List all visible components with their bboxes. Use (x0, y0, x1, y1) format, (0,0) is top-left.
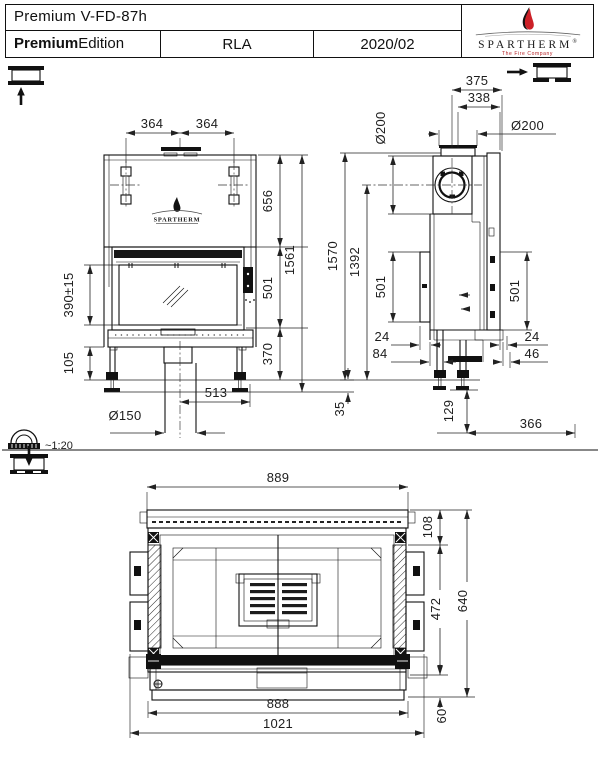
glass-reflection (163, 286, 188, 307)
dim-640: 640 (455, 589, 470, 613)
corner-screws (148, 532, 406, 659)
dim-501-front: 501 (260, 276, 275, 300)
dim-338: 338 (467, 90, 491, 105)
dim-dia200-h: Ø200 (511, 118, 545, 133)
scale-indicator (8, 430, 73, 452)
mount-bracket-left (110, 161, 142, 209)
dim-129: 129 (441, 399, 456, 423)
dim-501-side-right: 501 (507, 279, 522, 303)
brand-tagline: The Fire Company (501, 51, 553, 57)
dim-24-right: 24 (524, 329, 540, 344)
dim-24-left: 24 (374, 329, 390, 344)
dim-513: 513 (204, 385, 228, 400)
section-arrow-right-icon (507, 63, 571, 82)
dim-390: 390±15 (61, 272, 76, 318)
dim-dia200-v: Ø200 (373, 111, 388, 145)
dim-366: 366 (519, 416, 543, 431)
dim-364-right: 364 (195, 116, 219, 131)
leg-left (104, 347, 120, 392)
dim-375: 375 (465, 73, 489, 88)
section-arrow-up-icon (8, 66, 44, 105)
dim-105: 105 (61, 351, 76, 375)
dim-108: 108 (420, 515, 435, 539)
top-view (129, 470, 475, 738)
post-left (148, 545, 161, 648)
unit-brand-text: SPARTHERM (153, 216, 201, 224)
post-right (393, 545, 406, 648)
dim-501-side-left: 501 (373, 275, 388, 299)
glass-front-bar (152, 655, 404, 665)
model-title: Premium V-FD-87h (6, 5, 462, 31)
dim-472: 472 (428, 597, 443, 621)
dim-35: 35 (332, 401, 347, 417)
dim-370: 370 (260, 342, 275, 366)
dim-889: 889 (266, 470, 290, 485)
dim-364-left: 364 (140, 116, 164, 131)
door-latch (243, 267, 253, 293)
mount-bracket-right (218, 161, 250, 209)
edition-cell: PremiumEdition (6, 31, 161, 57)
dim-656: 656 (260, 189, 275, 213)
dim-60: 60 (434, 708, 449, 724)
dim-46: 46 (524, 346, 540, 361)
glass-pane (119, 265, 237, 325)
dim-1561: 1561 (282, 244, 297, 276)
dim-1570: 1570 (325, 240, 340, 272)
front-view (61, 116, 354, 438)
brand-wordmark: SPARTHERM® (478, 38, 577, 51)
leg-right (232, 347, 248, 392)
dim-84: 84 (372, 346, 388, 361)
date-cell: 2020/02 (314, 31, 462, 57)
dim-1392: 1392 (347, 246, 362, 278)
side-leg-front (433, 330, 446, 390)
unit-logo (152, 197, 202, 224)
scale-note: ~1:20 (45, 440, 73, 452)
dim-888: 888 (266, 696, 290, 711)
dim-dia150: Ø150 (108, 408, 142, 423)
side-leg-back (456, 340, 469, 390)
dim-1021: 1021 (262, 716, 294, 731)
rla-cell: RLA (161, 31, 314, 57)
side-view (325, 73, 575, 438)
registered-mark: ® (572, 38, 577, 45)
pedestal (164, 341, 196, 438)
